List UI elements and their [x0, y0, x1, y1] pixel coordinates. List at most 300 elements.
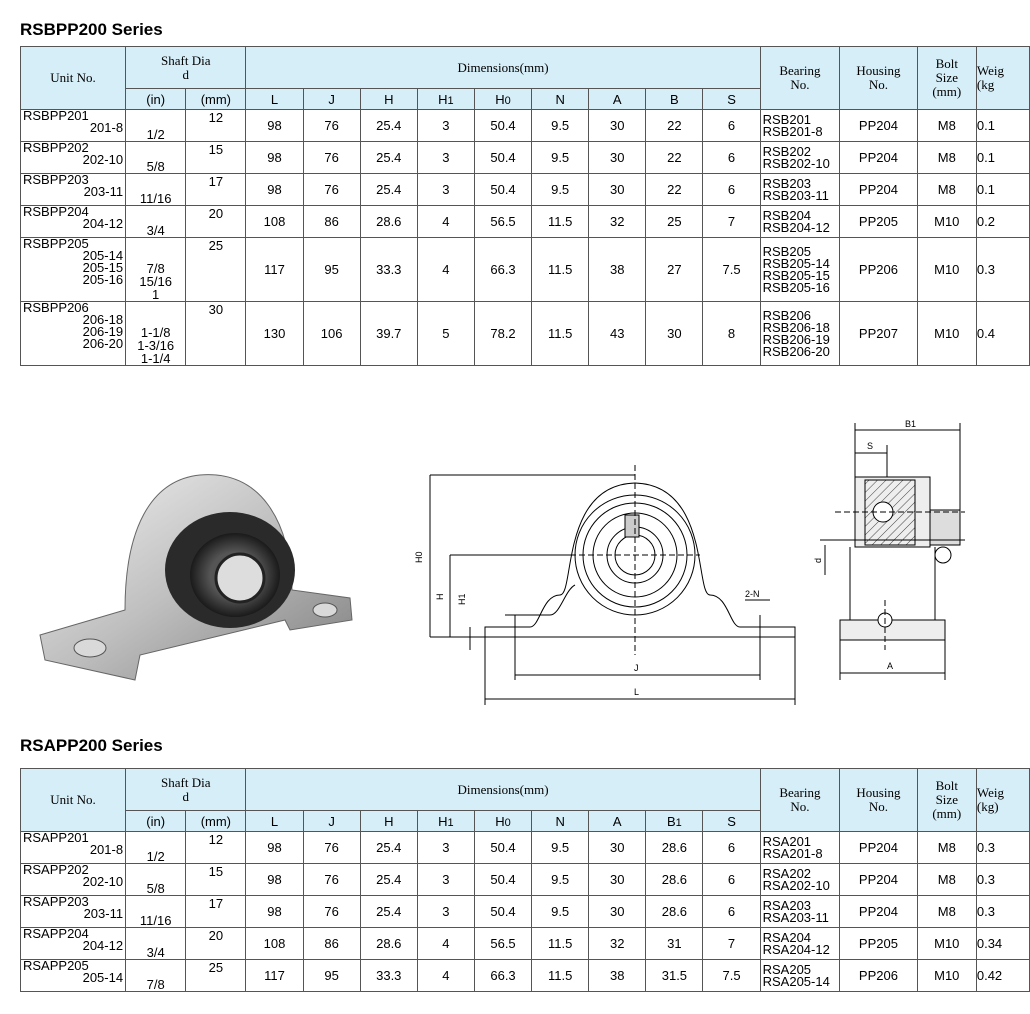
bearing-no-line: RSA205-14 — [762, 973, 830, 989]
dim-value: 78.2 — [474, 302, 531, 366]
dim-value: 6 — [703, 174, 760, 206]
inch-line: 1 — [152, 287, 160, 302]
bearing-no-cell — [760, 864, 840, 896]
dim-value: 6 — [703, 832, 760, 864]
dim-value: 7.5 — [703, 238, 760, 302]
dim-value: 28.6 — [360, 928, 417, 960]
dim-value: 6 — [703, 896, 760, 928]
bolt-size-cell: M8 — [917, 174, 976, 206]
header-dim-h: H — [360, 89, 417, 110]
bearing-no-line: RSB205-15 — [762, 267, 830, 283]
dim-value: 11.5 — [532, 960, 589, 992]
side-view-drawing — [815, 415, 975, 685]
dim-value: 27 — [646, 238, 703, 302]
inch-line: 1/2 — [146, 849, 165, 864]
housing-no-cell: PP207 — [840, 302, 918, 366]
housing-no-cell: PP204 — [840, 142, 918, 174]
unit-no-line: RSAPP203 — [23, 894, 89, 909]
unit-no-line: 205-16 — [82, 272, 124, 287]
dim-value: 50.4 — [474, 832, 531, 864]
inch-line: 3/4 — [146, 223, 165, 238]
bearing-no-line: RSB205-16 — [762, 279, 830, 295]
dim-symbol: H — [495, 91, 505, 107]
unit-no-cell — [21, 302, 126, 366]
table-row — [21, 832, 1030, 864]
unit-no-line: RSBPP204 — [23, 204, 89, 219]
dim-value: 50.4 — [474, 864, 531, 896]
dim-value: 11.5 — [532, 238, 589, 302]
header-bolt-line: Size — [935, 70, 958, 85]
inch-cell — [126, 928, 186, 960]
inch-line: 1-1/4 — [140, 351, 171, 366]
bearing-no-line: RSB205-14 — [762, 255, 830, 271]
dim-value: 86 — [303, 206, 360, 238]
inch-line: 1-1/8 — [140, 325, 171, 340]
dim-value: 33.3 — [360, 238, 417, 302]
bearing-no-line: RSB206-20 — [762, 343, 830, 359]
dim-value: 50.4 — [474, 174, 531, 206]
inch-line: 3/4 — [146, 945, 165, 960]
unit-no-line: 203-11 — [83, 184, 124, 199]
dim-value: 39.7 — [360, 302, 417, 366]
housing-no-cell: PP206 — [840, 238, 918, 302]
inch-line: 15/16 — [139, 274, 172, 289]
dim-value: 95 — [303, 238, 360, 302]
dim-value: 56.5 — [474, 928, 531, 960]
dim-subscript: 1 — [675, 816, 682, 829]
inch-line: 5/8 — [146, 159, 165, 174]
unit-no-line: 201-8 — [89, 120, 124, 135]
inch-cell — [126, 206, 186, 238]
header-bolt-line: (mm) — [932, 806, 962, 821]
mm-cell: 25 — [186, 960, 246, 992]
unit-no-line: RSAPP202 — [23, 862, 89, 877]
top-spec-table — [20, 46, 1030, 366]
unit-no-line: RSBPP201 — [23, 108, 89, 123]
bottom-series-title: RSAPP200 Series — [20, 736, 163, 755]
dim-value: 86 — [303, 928, 360, 960]
dim-subscript: 0 — [504, 94, 511, 107]
mm-cell: 25 — [186, 238, 246, 302]
dim-symbol: B — [666, 813, 676, 829]
bolt-size-cell: M8 — [917, 832, 976, 864]
dim-value: 4 — [417, 238, 474, 302]
dim-value: 3 — [417, 832, 474, 864]
label-h: H — [435, 593, 445, 600]
bearing-no-cell — [760, 896, 840, 928]
bearing-no-line: RSB202-10 — [762, 155, 830, 171]
weight-cell: 0.3 — [976, 896, 1029, 928]
header-mm: (mm) — [186, 89, 246, 110]
header-shaft-dia — [126, 769, 246, 811]
dim-value: 43 — [589, 302, 646, 366]
header-bearing-no — [760, 769, 840, 832]
dim-value: 7 — [703, 206, 760, 238]
dim-value: 6 — [703, 142, 760, 174]
dim-value: 38 — [589, 238, 646, 302]
inch-line: 1/2 — [146, 127, 165, 142]
bearing-no-cell — [760, 302, 840, 366]
dim-value: 25.4 — [360, 864, 417, 896]
dim-value: 9.5 — [532, 174, 589, 206]
table-row — [21, 302, 1030, 366]
dim-value: 25.4 — [360, 142, 417, 174]
bearing-no-line: RSB204-12 — [762, 219, 830, 235]
unit-no-line: 206-18 — [82, 312, 124, 327]
housing-no-cell: PP206 — [840, 960, 918, 992]
dim-value: 4 — [417, 206, 474, 238]
unit-no-line: RSAPP204 — [23, 926, 89, 941]
housing-no-cell: PP204 — [840, 110, 918, 142]
dim-value: 98 — [246, 832, 303, 864]
table-row — [21, 174, 1030, 206]
dim-value: 130 — [246, 302, 303, 366]
bearing-no-line: RSB205 — [762, 243, 812, 259]
unit-no-cell — [21, 864, 126, 896]
dim-value: 31 — [646, 928, 703, 960]
bearing-no-cell — [760, 928, 840, 960]
dim-value: 9.5 — [532, 110, 589, 142]
header-inch: (in) — [126, 811, 186, 832]
housing-no-cell: PP204 — [840, 832, 918, 864]
header-shaft-dia-line: d — [182, 788, 190, 804]
bearing-no-line: RSA202-10 — [762, 877, 830, 893]
table-row — [21, 238, 1030, 302]
header-bolt-line: Size — [935, 792, 958, 807]
bearing-no-line: RSB201-8 — [762, 123, 823, 139]
label-l: L — [634, 687, 640, 697]
bolt-size-cell: M10 — [917, 928, 976, 960]
label-j: J — [634, 663, 639, 673]
unit-no-cell — [21, 110, 126, 142]
dim-value: 98 — [246, 864, 303, 896]
table-row — [21, 142, 1030, 174]
weight-cell: 0.1 — [976, 142, 1029, 174]
header-dim-h0 — [474, 811, 531, 832]
unit-no-line: RSBPP206 — [23, 300, 89, 315]
mm-cell: 30 — [186, 302, 246, 366]
dim-value: 50.4 — [474, 142, 531, 174]
dim-value: 32 — [589, 928, 646, 960]
table-row — [21, 928, 1030, 960]
header-inch: (in) — [126, 89, 186, 110]
inch-line: 7/8 — [146, 261, 165, 276]
header-unit-no: Unit No. — [21, 769, 126, 832]
unit-no-line: 206-19 — [82, 324, 124, 339]
bearing-no-cell — [760, 238, 840, 302]
dim-value: 108 — [246, 206, 303, 238]
header-shaft-dia-line: d — [182, 66, 190, 82]
weight-cell: 0.3 — [976, 832, 1029, 864]
header-bearing-line: Bearing — [779, 63, 821, 78]
bearing-no-line: RSA203-11 — [762, 909, 829, 925]
inch-cell — [126, 142, 186, 174]
dim-value: 11.5 — [532, 928, 589, 960]
inch-line: 11/16 — [139, 191, 172, 206]
table-row — [21, 864, 1030, 896]
dim-value: 22 — [646, 174, 703, 206]
dim-value: 76 — [303, 174, 360, 206]
bearing-no-line: RSB204 — [762, 207, 812, 223]
header-dim-s: S — [703, 811, 760, 832]
header-dim-b: B — [646, 89, 703, 110]
dim-value: 30 — [646, 302, 703, 366]
dim-value: 9.5 — [532, 832, 589, 864]
dim-value: 28.6 — [646, 864, 703, 896]
inch-line: 7/8 — [146, 977, 165, 992]
housing-no-cell: PP204 — [840, 174, 918, 206]
weight-cell: 0.1 — [976, 174, 1029, 206]
dim-value: 30 — [589, 110, 646, 142]
bolt-size-cell: M10 — [917, 302, 976, 366]
inch-cell — [126, 832, 186, 864]
dim-value: 33.3 — [360, 960, 417, 992]
header-dim-s: S — [703, 89, 760, 110]
inch-line: 5/8 — [146, 881, 165, 896]
header-shaft-dia-line: Shaft Dia — [161, 774, 211, 790]
header-weight-line: Weig — [976, 63, 1004, 78]
dim-value: 3 — [417, 142, 474, 174]
dim-value: 25.4 — [360, 174, 417, 206]
unit-no-line: 203-11 — [83, 906, 124, 921]
dim-value: 76 — [303, 864, 360, 896]
unit-no-line: 202-10 — [82, 152, 124, 167]
bearing-no-cell — [760, 206, 840, 238]
bearing-no-line: RSB203-11 — [762, 187, 829, 203]
dim-symbol: H — [438, 813, 448, 829]
header-dim-h1 — [417, 811, 474, 832]
dim-value: 28.6 — [646, 832, 703, 864]
unit-no-line: RSBPP205 — [23, 236, 89, 251]
header-unit-no: Unit No. — [21, 47, 126, 110]
weight-cell: 0.34 — [976, 928, 1029, 960]
dim-value: 76 — [303, 832, 360, 864]
header-bolt-line: Bolt — [935, 56, 958, 71]
header-weight-line: Weig — [976, 785, 1004, 800]
label-s: S — [867, 441, 874, 451]
dim-value: 117 — [246, 238, 303, 302]
dim-value: 31.5 — [646, 960, 703, 992]
dim-value: 108 — [246, 928, 303, 960]
dim-value: 32 — [589, 206, 646, 238]
weight-cell: 0.4 — [976, 302, 1029, 366]
dim-value: 56.5 — [474, 206, 531, 238]
label-2n: 2-N — [745, 589, 760, 599]
unit-no-line: 205-14 — [82, 970, 124, 985]
header-bolt-line: Bolt — [935, 778, 958, 793]
housing-no-cell: PP204 — [840, 864, 918, 896]
unit-no-line: RSBPP202 — [23, 140, 89, 155]
dim-value: 3 — [417, 896, 474, 928]
header-dim-l: L — [246, 811, 303, 832]
dim-value: 9.5 — [532, 142, 589, 174]
header-mm: (mm) — [186, 811, 246, 832]
dim-value: 22 — [646, 142, 703, 174]
weight-cell: 0.2 — [976, 206, 1029, 238]
housing-no-cell: PP204 — [840, 896, 918, 928]
header-shaft-dia-line: Shaft Dia — [161, 52, 211, 68]
bearing-no-line: RSA203 — [762, 897, 812, 913]
top-series-title: RSBPP200 Series — [20, 20, 163, 39]
inch-cell — [126, 864, 186, 896]
bearing-no-line: RSA204 — [762, 929, 812, 945]
header-dim-j: J — [303, 811, 360, 832]
header-bolt-size — [917, 769, 976, 832]
header-bearing-line: No. — [790, 799, 810, 814]
weight-cell: 0.42 — [976, 960, 1029, 992]
mm-cell: 20 — [186, 206, 246, 238]
header-dim-b1 — [646, 811, 703, 832]
label-d: d — [813, 557, 823, 563]
unit-no-cell — [21, 174, 126, 206]
inch-cell — [126, 302, 186, 366]
unit-no-cell — [21, 206, 126, 238]
header-bearing-line: Bearing — [779, 785, 821, 800]
header-housing-no — [840, 47, 918, 110]
front-view-drawing — [410, 465, 805, 710]
dim-value: 9.5 — [532, 864, 589, 896]
table-row — [21, 206, 1030, 238]
header-dim-h0 — [474, 89, 531, 110]
header-dimensions: Dimensions(mm) — [246, 47, 760, 89]
inch-cell — [126, 110, 186, 142]
dim-value: 66.3 — [474, 960, 531, 992]
unit-no-line: 202-10 — [82, 874, 124, 889]
inch-line: 11/16 — [139, 913, 172, 928]
dim-value: 25.4 — [360, 896, 417, 928]
dim-value: 76 — [303, 142, 360, 174]
dim-value: 3 — [417, 110, 474, 142]
bearing-no-line: RSA201-8 — [762, 845, 823, 861]
bearing-no-line: RSB201 — [762, 111, 812, 127]
dim-value: 95 — [303, 960, 360, 992]
dim-symbol: H — [495, 813, 505, 829]
header-bearing-line: No. — [790, 77, 810, 92]
bearing-no-cell — [760, 832, 840, 864]
dim-value: 7.5 — [703, 960, 760, 992]
bearing-no-line: RSB206-18 — [762, 319, 830, 335]
bearing-no-line: RSA201 — [762, 833, 812, 849]
unit-no-line: 206-20 — [82, 336, 124, 351]
dim-value: 117 — [246, 960, 303, 992]
inch-cell — [126, 174, 186, 206]
dim-value: 106 — [303, 302, 360, 366]
bearing-no-line: RSA204-12 — [762, 941, 830, 957]
header-dim-j: J — [303, 89, 360, 110]
header-housing-line: Housing — [856, 785, 901, 800]
unit-no-line: 201-8 — [89, 842, 124, 857]
inch-cell — [126, 896, 186, 928]
bearing-no-line: RSB206-19 — [762, 331, 830, 347]
header-housing-line: No. — [868, 77, 888, 92]
unit-no-line: RSAPP205 — [23, 958, 89, 973]
bolt-size-cell: M8 — [917, 864, 976, 896]
dim-value: 30 — [589, 832, 646, 864]
table-row — [21, 960, 1030, 992]
weight-cell: 0.3 — [976, 864, 1029, 896]
header-dim-l: L — [246, 89, 303, 110]
header-dim-n: N — [532, 89, 589, 110]
label-a: A — [887, 661, 894, 671]
header-dim-n: N — [532, 811, 589, 832]
mm-cell: 15 — [186, 864, 246, 896]
dim-value: 11.5 — [532, 206, 589, 238]
dim-value: 28.6 — [360, 206, 417, 238]
dim-value: 11.5 — [532, 302, 589, 366]
weight-cell: 0.3 — [976, 238, 1029, 302]
mm-cell: 17 — [186, 896, 246, 928]
bearing-no-cell — [760, 142, 840, 174]
mm-cell: 12 — [186, 110, 246, 142]
dim-value: 98 — [246, 110, 303, 142]
header-weight — [976, 47, 1029, 110]
dim-value: 50.4 — [474, 896, 531, 928]
label-h0: H0 — [414, 551, 424, 563]
unit-no-cell — [21, 238, 126, 302]
dim-value: 6 — [703, 110, 760, 142]
unit-no-line: 205-15 — [82, 260, 124, 275]
inch-cell — [126, 238, 186, 302]
header-housing-line: No. — [868, 799, 888, 814]
header-dim-h: H — [360, 811, 417, 832]
dim-value: 38 — [589, 960, 646, 992]
dim-value: 50.4 — [474, 110, 531, 142]
unit-no-line: RSBPP203 — [23, 172, 89, 187]
dim-value: 28.6 — [646, 896, 703, 928]
dim-value: 30 — [589, 174, 646, 206]
bolt-size-cell: M10 — [917, 238, 976, 302]
header-shaft-dia — [126, 47, 246, 89]
dim-symbol: H — [438, 91, 448, 107]
dim-value: 4 — [417, 928, 474, 960]
dim-value: 4 — [417, 960, 474, 992]
unit-no-cell — [21, 960, 126, 992]
table-row — [21, 896, 1030, 928]
unit-no-cell — [21, 832, 126, 864]
dim-value: 30 — [589, 142, 646, 174]
inch-cell — [126, 960, 186, 992]
bearing-no-line: RSA205 — [762, 961, 812, 977]
bolt-size-cell: M8 — [917, 110, 976, 142]
unit-no-line: 205-14 — [82, 248, 124, 263]
mm-cell: 17 — [186, 174, 246, 206]
header-weight-line: (kg) — [976, 799, 999, 814]
header-housing-no — [840, 769, 918, 832]
dim-subscript: 1 — [447, 816, 454, 829]
bolt-size-cell: M8 — [917, 142, 976, 174]
unit-no-cell — [21, 928, 126, 960]
dim-value: 3 — [417, 174, 474, 206]
dim-value: 66.3 — [474, 238, 531, 302]
dim-value: 25.4 — [360, 110, 417, 142]
dim-value: 6 — [703, 864, 760, 896]
unit-no-line: 204-12 — [82, 938, 124, 953]
label-h1: H1 — [457, 593, 467, 605]
bearing-no-cell — [760, 110, 840, 142]
bearing-no-line: RSB203 — [762, 175, 812, 191]
dim-value: 30 — [589, 864, 646, 896]
dim-value: 76 — [303, 896, 360, 928]
bearing-no-line: RSA202 — [762, 865, 812, 881]
dim-value: 8 — [703, 302, 760, 366]
bolt-size-cell: M8 — [917, 896, 976, 928]
header-dim-a: A — [589, 89, 646, 110]
header-bolt-line: (mm) — [932, 84, 962, 99]
dim-value: 98 — [246, 896, 303, 928]
dim-value: 5 — [417, 302, 474, 366]
table-row — [21, 110, 1030, 142]
bearing-no-cell — [760, 960, 840, 992]
